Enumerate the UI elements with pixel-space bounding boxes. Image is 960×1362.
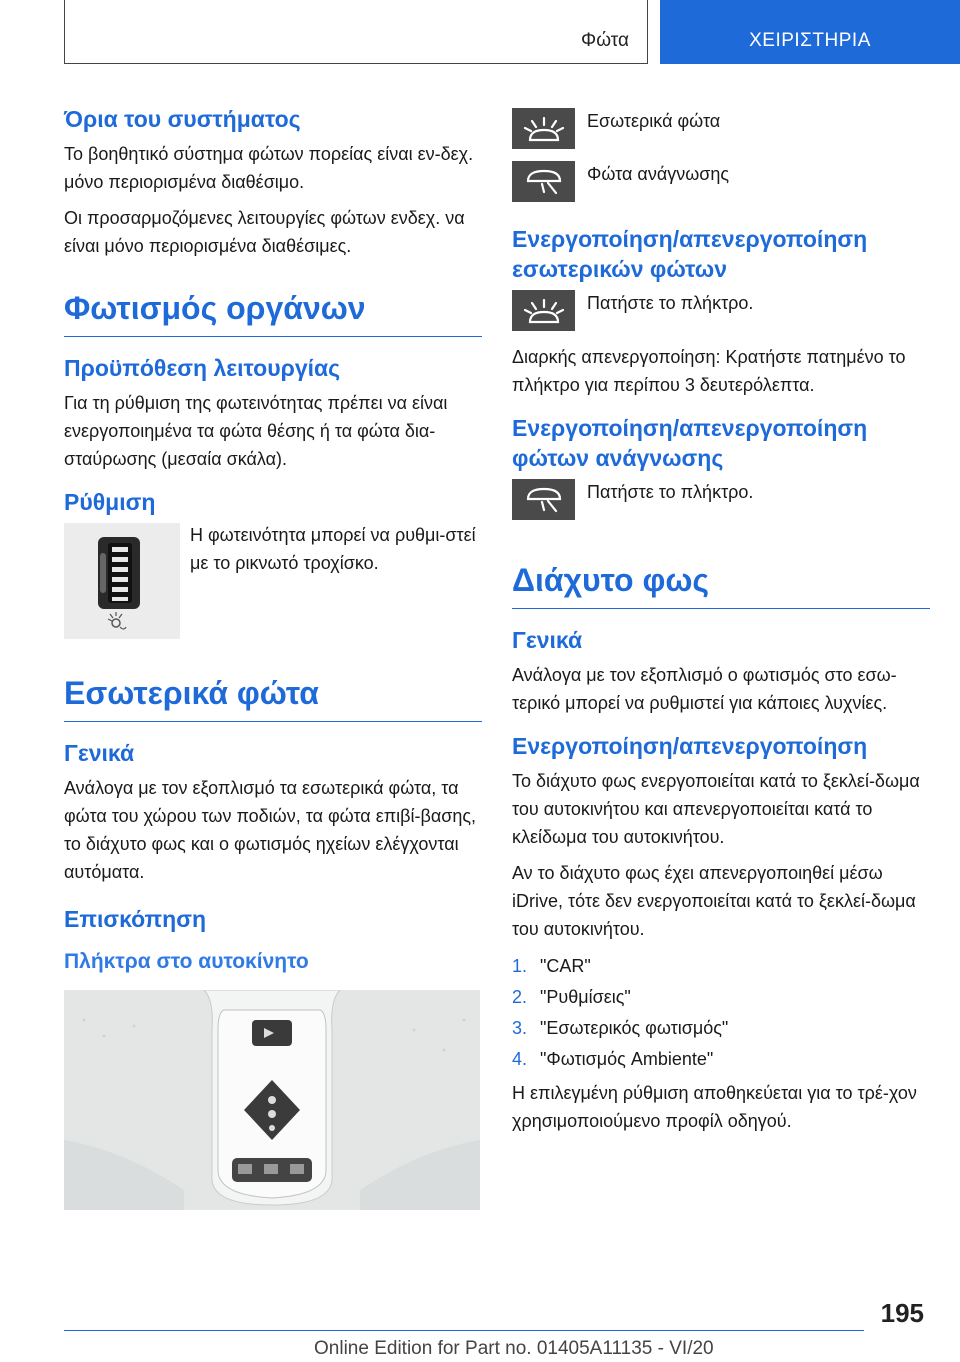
limits-heading: Όρια του συστήματος [64,106,301,132]
ambient-light-heading: Διάχυτο φως [512,560,930,609]
footer-divider [64,1330,864,1331]
limits-paragraph-1: Το βοηθητικό σύστημα φώτων πορείας είναι εν-δεχ. μόνο περιορισμένα διαθέσιμο. [64,144,474,192]
list-item: 4. "Φωτισμός Ambiente" [512,1049,714,1069]
adjust-heading: Ρύθμιση [64,489,156,515]
saved-profile-paragraph: Η επιλεγμένη ρύθμιση αποθηκεύεται για το τρέ-χον χρησιμοποιούμενο προφίλ οδηγού. [512,1083,917,1131]
idrive-steps-list [512,951,930,1075]
icon1-label: Εσωτερικά φώτα [587,111,721,131]
reading-light-key-icon [512,161,575,202]
interior-light-key-icon [512,108,575,149]
adjust-paragraph: Η φωτεινότητα μπορεί να ρυθμι-στεί με το ρικνωτό τροχίσκο. [190,525,476,573]
press-key-text-2: Πατήστε το πλήκτρο. [587,482,754,502]
prerequisite-heading: Προϋπόθεση λειτουργίας [64,355,341,381]
thumbwheel-image [64,523,180,639]
toggle-reading-heading: Ενεργοποίηση/απενεργοποίηση φώτων ανάγνωσης [512,415,868,471]
roof-console-image [64,990,480,1210]
header-chapter-tab[interactable] [660,0,960,64]
right-column [512,104,930,1143]
press-key-text-1: Πατήστε το πλήκτρο. [587,293,754,313]
interior-general-heading: Γενικά [64,740,135,766]
buttons-in-vehicle-heading: Πλήκτρα στο αυτοκίνητο [64,950,309,973]
header-section-box [64,0,648,64]
list-item: 1. "CAR" [512,956,591,976]
list-item: 2. "Ρυθμίσεις" [512,987,631,1007]
deactivate-paragraph: Διαρκής απενεργοποίηση: Κρατήστε πατημένο το πλήκτρο για περίπου 3 δευτερόλεπτα. [512,347,906,395]
footer-edition: Online Edition for Part no. 01405A11135 - VI/20 [314,1338,714,1359]
icon2-label: Φώτα ανάγνωσης [587,164,730,184]
interior-light-key-icon [512,290,575,331]
ambient-toggle-paragraph-2: Αν το διάχυτο φως έχει απενεργοποιηθεί μέσω iDrive, τότε δεν ενεργοποιείται κατά το ξεκλεί-δωμα του αυτοκινήτου. [512,863,916,939]
toggle-interior-heading: Ενεργοποίηση/απενεργοποίηση εσωτερικών φώτων [512,226,868,282]
page-number: 195 [880,1298,924,1328]
overview-heading: Επισκόπηση [64,906,206,932]
header-section-title: Φώτα [581,30,629,51]
interior-lights-heading: Εσωτερικά φώτα [64,673,482,722]
ambient-general-heading: Γενικά [512,627,583,653]
left-column [64,100,482,1210]
limits-paragraph-2: Οι προσαρμοζόμενες λειτουργίες φώτων ενδεχ. να είναι μόνο περιορισμένα διαθέσιμες. [64,208,465,256]
ambient-toggle-paragraph-1: Το διάχυτο φως ενεργοποιείται κατά το ξεκλεί-δωμα του αυτοκινήτου και απενεργοποιείται κατά το κλείδωμα του αυτοκινήτου. [512,771,920,847]
ambient-general-paragraph: Ανάλογα με τον εξοπλισμό ο φωτισμός στο εσω-τερικό μπορεί να ρυθμιστεί για κάποιες λυχνίες. [512,665,897,713]
list-item: 3. "Εσωτερικός φωτισμός" [512,1018,729,1038]
header-chapter-title: ΧΕΙΡΙΣΤΗΡΙΑ [749,30,871,51]
reading-light-key-icon [512,479,575,520]
prerequisite-paragraph: Για τη ρύθμιση της φωτεινότητας πρέπει να είναι ενεργοποιημένα τα φώτα θέσης ή τα φώτα δια-σταύρωσης (μεσαία σκάλα). [64,393,448,469]
ambient-toggle-heading: Ενεργοποίηση/απενεργοποίηση [512,733,868,759]
instrument-lighting-heading: Φωτισμός οργάνων [64,288,482,337]
interior-general-paragraph: Ανάλογα με τον εξοπλισμό τα εσωτερικά φώτα, τα φώτα του χώρου των ποδιών, τα φώτα επιβί-βασης, το διάχυτο φως και ο φωτισμός ηχείων ελέγχονται αυτόματα. [64,778,477,882]
